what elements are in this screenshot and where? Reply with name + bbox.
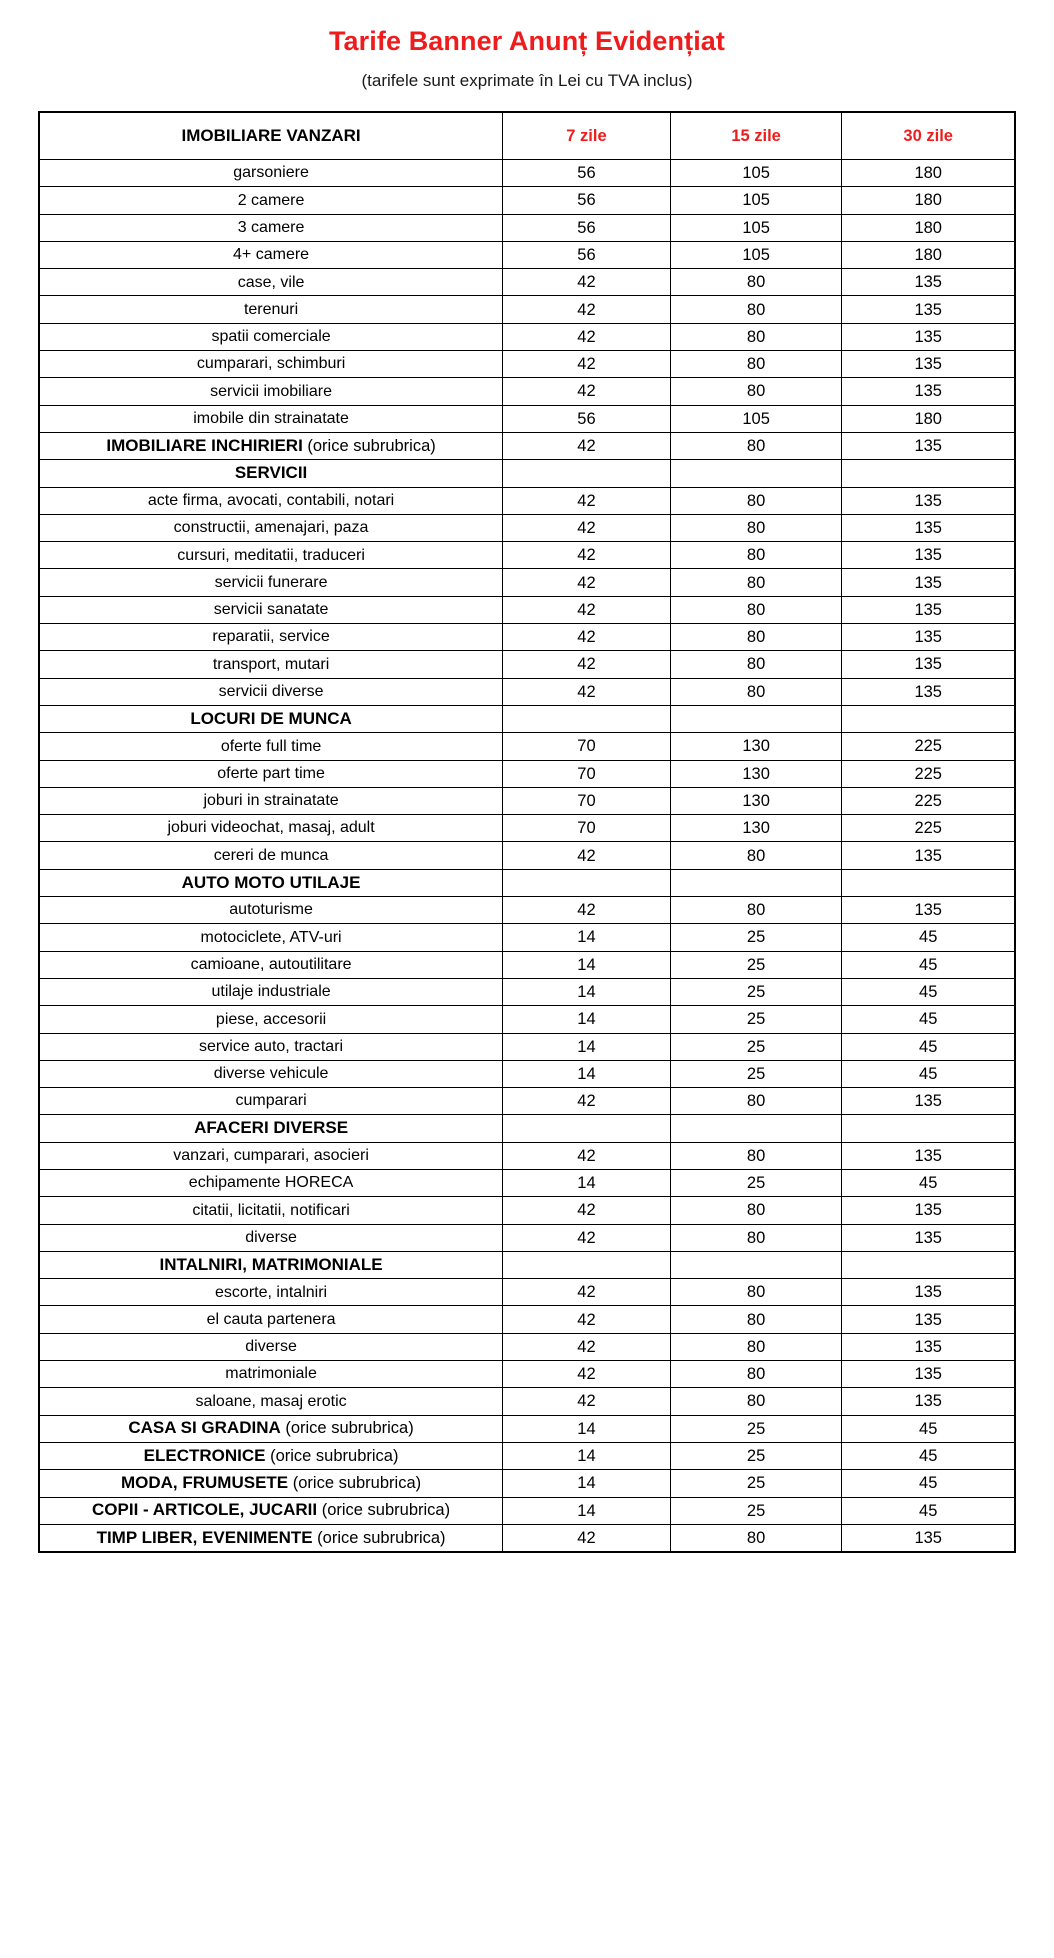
- row-price-15-zile: 80: [670, 678, 842, 705]
- row-price-15-zile: 80: [670, 514, 842, 541]
- table-row: [40, 1361, 1015, 1388]
- row-price-7-zile: 56: [503, 241, 671, 268]
- row-label: cursuri, meditatii, traduceri: [40, 542, 503, 569]
- table-row: [40, 1197, 1015, 1224]
- row-price-30-zile: 225: [842, 815, 1015, 842]
- table-row: [40, 296, 1015, 323]
- table-row: [40, 160, 1015, 187]
- row-price-7-zile: 42: [503, 487, 671, 514]
- row-price-7-zile: 42: [503, 1306, 671, 1333]
- row-label: servicii diverse: [40, 678, 503, 705]
- table-row: [40, 569, 1015, 596]
- row-price-30-zile: [842, 1251, 1015, 1278]
- row-label: MODA, FRUMUSETE (orice subrubrica): [40, 1470, 503, 1497]
- table-row: [40, 1142, 1015, 1169]
- row-price-7-zile: 56: [503, 187, 671, 214]
- table-row: [40, 951, 1015, 978]
- table-section-row: [40, 869, 1015, 896]
- row-price-30-zile: 135: [842, 514, 1015, 541]
- row-price-30-zile: 45: [842, 1033, 1015, 1060]
- row-price-15-zile: 25: [670, 1415, 842, 1442]
- row-price-7-zile: 14: [503, 1169, 671, 1196]
- row-price-30-zile: [842, 869, 1015, 896]
- row-price-7-zile: 42: [503, 569, 671, 596]
- row-price-15-zile: 25: [670, 1470, 842, 1497]
- row-price-30-zile: 45: [842, 1470, 1015, 1497]
- row-price-30-zile: 45: [842, 1415, 1015, 1442]
- row-price-15-zile: 80: [670, 1333, 842, 1360]
- row-price-15-zile: 80: [670, 1142, 842, 1169]
- row-label: echipamente HORECA: [40, 1169, 503, 1196]
- table-row: [40, 1169, 1015, 1196]
- row-price-30-zile: 45: [842, 978, 1015, 1005]
- row-price-7-zile: 14: [503, 1415, 671, 1442]
- table-row: [40, 978, 1015, 1005]
- table-row: [40, 624, 1015, 651]
- row-price-30-zile: 135: [842, 1524, 1015, 1551]
- table-row: [40, 187, 1015, 214]
- row-price-30-zile: 135: [842, 1224, 1015, 1251]
- row-price-15-zile: 130: [670, 815, 842, 842]
- row-price-7-zile: 42: [503, 842, 671, 869]
- row-price-7-zile: 14: [503, 951, 671, 978]
- row-label: LOCURI DE MUNCA: [40, 705, 503, 732]
- row-label: terenuri: [40, 296, 503, 323]
- table-row: [40, 815, 1015, 842]
- tariff-table-container: [38, 111, 1016, 1553]
- row-price-15-zile: 80: [670, 269, 842, 296]
- table-row: [40, 760, 1015, 787]
- row-price-7-zile: 42: [503, 432, 671, 459]
- row-label: CASA SI GRADINA (orice subrubrica): [40, 1415, 503, 1442]
- row-label: TIMP LIBER, EVENIMENTE (orice subrubrica): [40, 1524, 503, 1551]
- row-price-30-zile: 45: [842, 924, 1015, 951]
- row-price-7-zile: 42: [503, 351, 671, 378]
- table-row: [40, 1006, 1015, 1033]
- row-price-7-zile: 42: [503, 1279, 671, 1306]
- row-label: motociclete, ATV-uri: [40, 924, 503, 951]
- table-row: [40, 405, 1015, 432]
- row-price-30-zile: 135: [842, 487, 1015, 514]
- page-title: Tarife Banner Anunț Evidențiat: [328, 26, 726, 56]
- table-row: [40, 897, 1015, 924]
- row-price-15-zile: 80: [670, 1361, 842, 1388]
- row-price-15-zile: 80: [670, 351, 842, 378]
- row-label: servicii funerare: [40, 569, 503, 596]
- row-price-15-zile: [670, 869, 842, 896]
- row-price-15-zile: 25: [670, 951, 842, 978]
- price-list-page: [0, 26, 1054, 1553]
- table-section-row: [40, 460, 1015, 487]
- table-row: [40, 378, 1015, 405]
- table-section-row: [40, 1251, 1015, 1278]
- row-price-15-zile: [670, 460, 842, 487]
- row-label: diverse vehicule: [40, 1060, 503, 1087]
- table-row: [40, 1060, 1015, 1087]
- row-price-15-zile: 25: [670, 1006, 842, 1033]
- table-row: [40, 842, 1015, 869]
- row-price-15-zile: 25: [670, 924, 842, 951]
- row-price-15-zile: 80: [670, 432, 842, 459]
- row-price-15-zile: [670, 1115, 842, 1142]
- row-price-15-zile: 80: [670, 1088, 842, 1115]
- row-price-7-zile: 70: [503, 760, 671, 787]
- row-price-30-zile: [842, 705, 1015, 732]
- table-row: [40, 214, 1015, 241]
- row-price-30-zile: 135: [842, 596, 1015, 623]
- row-price-15-zile: 130: [670, 760, 842, 787]
- header-price-15-zile: 15 zile: [670, 113, 842, 160]
- row-label: INTALNIRI, MATRIMONIALE: [40, 1251, 503, 1278]
- row-price-30-zile: 135: [842, 1306, 1015, 1333]
- row-price-15-zile: 80: [670, 1279, 842, 1306]
- row-price-15-zile: 80: [670, 624, 842, 651]
- row-label: spatii comerciale: [40, 323, 503, 350]
- row-price-30-zile: 45: [842, 951, 1015, 978]
- table-section-row: [40, 1415, 1015, 1442]
- row-price-30-zile: 135: [842, 1142, 1015, 1169]
- table-row: [40, 1388, 1015, 1415]
- row-price-30-zile: 135: [842, 1197, 1015, 1224]
- row-price-15-zile: 80: [670, 842, 842, 869]
- row-price-7-zile: 42: [503, 1142, 671, 1169]
- row-price-15-zile: 25: [670, 1442, 842, 1469]
- row-label: transport, mutari: [40, 651, 503, 678]
- table-row: [40, 269, 1015, 296]
- row-price-7-zile: 42: [503, 897, 671, 924]
- row-price-30-zile: 180: [842, 241, 1015, 268]
- table-row: [40, 241, 1015, 268]
- row-price-30-zile: 135: [842, 1279, 1015, 1306]
- table-section-row: [40, 1470, 1015, 1497]
- row-label: diverse: [40, 1224, 503, 1251]
- row-price-15-zile: 80: [670, 1388, 842, 1415]
- row-price-7-zile: 70: [503, 815, 671, 842]
- row-price-7-zile: [503, 1251, 671, 1278]
- row-label: oferte full time: [40, 733, 503, 760]
- row-price-7-zile: 14: [503, 978, 671, 1005]
- row-price-30-zile: 135: [842, 624, 1015, 651]
- row-price-15-zile: 105: [670, 187, 842, 214]
- row-label: cumparari: [40, 1088, 503, 1115]
- row-price-7-zile: 14: [503, 924, 671, 951]
- table-row: [40, 596, 1015, 623]
- row-price-15-zile: 80: [670, 323, 842, 350]
- row-price-30-zile: 135: [842, 378, 1015, 405]
- row-price-30-zile: 225: [842, 733, 1015, 760]
- row-price-30-zile: 180: [842, 214, 1015, 241]
- header-price-30-zile: 30 zile: [842, 113, 1015, 160]
- row-price-30-zile: 135: [842, 1361, 1015, 1388]
- row-price-7-zile: 14: [503, 1497, 671, 1524]
- row-label: joburi videochat, masaj, adult: [40, 815, 503, 842]
- row-price-30-zile: 135: [842, 432, 1015, 459]
- row-price-30-zile: 135: [842, 678, 1015, 705]
- row-price-15-zile: 80: [670, 651, 842, 678]
- row-price-15-zile: 80: [670, 487, 842, 514]
- row-price-30-zile: 45: [842, 1060, 1015, 1087]
- row-price-30-zile: 135: [842, 296, 1015, 323]
- row-price-30-zile: 135: [842, 1088, 1015, 1115]
- row-price-15-zile: 25: [670, 978, 842, 1005]
- row-label: COPII - ARTICOLE, JUCARII (orice subrubrica): [40, 1497, 503, 1524]
- table-section-row: [40, 1115, 1015, 1142]
- row-price-15-zile: 25: [670, 1497, 842, 1524]
- row-label: cereri de munca: [40, 842, 503, 869]
- row-price-7-zile: 14: [503, 1033, 671, 1060]
- row-label: IMOBILIARE INCHIRIERI (orice subrubrica): [40, 432, 503, 459]
- page-subtitle: (tarifele sunt exprimate în Lei cu TVA inclus): [361, 71, 693, 90]
- row-price-30-zile: 45: [842, 1169, 1015, 1196]
- row-price-7-zile: 42: [503, 1388, 671, 1415]
- row-price-7-zile: 42: [503, 651, 671, 678]
- row-price-7-zile: 42: [503, 596, 671, 623]
- table-row: [40, 924, 1015, 951]
- row-label: piese, accesorii: [40, 1006, 503, 1033]
- row-label: servicii sanatate: [40, 596, 503, 623]
- row-price-7-zile: 14: [503, 1442, 671, 1469]
- row-price-15-zile: 80: [670, 569, 842, 596]
- row-price-30-zile: 180: [842, 160, 1015, 187]
- table-section-row: [40, 705, 1015, 732]
- row-price-7-zile: 42: [503, 1197, 671, 1224]
- row-price-15-zile: 80: [670, 542, 842, 569]
- row-price-7-zile: 42: [503, 514, 671, 541]
- row-label: joburi in strainatate: [40, 787, 503, 814]
- row-price-30-zile: 225: [842, 760, 1015, 787]
- row-price-7-zile: 42: [503, 378, 671, 405]
- row-label: citatii, licitatii, notificari: [40, 1197, 503, 1224]
- row-price-7-zile: 56: [503, 160, 671, 187]
- table-row: [40, 542, 1015, 569]
- row-price-30-zile: 45: [842, 1442, 1015, 1469]
- row-price-30-zile: 45: [842, 1497, 1015, 1524]
- row-price-30-zile: 45: [842, 1006, 1015, 1033]
- row-label: 2 camere: [40, 187, 503, 214]
- row-price-15-zile: 105: [670, 405, 842, 432]
- table-row: [40, 1033, 1015, 1060]
- header-category: IMOBILIARE VANZARI: [40, 113, 503, 160]
- row-price-7-zile: 42: [503, 1088, 671, 1115]
- row-label: escorte, intalniri: [40, 1279, 503, 1306]
- header-price-7-zile: 7 zile: [503, 113, 671, 160]
- row-price-7-zile: 42: [503, 269, 671, 296]
- row-price-15-zile: 25: [670, 1060, 842, 1087]
- table-row: [40, 1224, 1015, 1251]
- row-label: case, vile: [40, 269, 503, 296]
- row-label: el cauta partenera: [40, 1306, 503, 1333]
- row-price-7-zile: [503, 869, 671, 896]
- table-row: [40, 1088, 1015, 1115]
- row-label: acte firma, avocati, contabili, notari: [40, 487, 503, 514]
- row-price-7-zile: 42: [503, 678, 671, 705]
- row-price-7-zile: 42: [503, 624, 671, 651]
- table-row: [40, 651, 1015, 678]
- row-price-15-zile: 130: [670, 733, 842, 760]
- row-label: AUTO MOTO UTILAJE: [40, 869, 503, 896]
- row-price-30-zile: 135: [842, 897, 1015, 924]
- row-price-7-zile: [503, 1115, 671, 1142]
- row-label: SERVICII: [40, 460, 503, 487]
- tariff-table: [39, 112, 1015, 1552]
- table-section-row: [40, 1524, 1015, 1551]
- table-header-row: [40, 113, 1015, 160]
- row-price-7-zile: 70: [503, 733, 671, 760]
- row-label: utilaje industriale: [40, 978, 503, 1005]
- row-price-7-zile: 42: [503, 296, 671, 323]
- row-price-30-zile: 135: [842, 323, 1015, 350]
- row-price-30-zile: 135: [842, 1388, 1015, 1415]
- row-price-7-zile: 42: [503, 542, 671, 569]
- row-label: servicii imobiliare: [40, 378, 503, 405]
- row-label: cumparari, schimburi: [40, 351, 503, 378]
- row-price-30-zile: 180: [842, 187, 1015, 214]
- table-row: [40, 733, 1015, 760]
- row-price-7-zile: 42: [503, 323, 671, 350]
- row-price-15-zile: 105: [670, 241, 842, 268]
- row-price-30-zile: 180: [842, 405, 1015, 432]
- row-label: AFACERI DIVERSE: [40, 1115, 503, 1142]
- row-label: 3 camere: [40, 214, 503, 241]
- row-price-15-zile: 80: [670, 296, 842, 323]
- row-price-15-zile: 130: [670, 787, 842, 814]
- row-price-15-zile: [670, 1251, 842, 1278]
- table-row: [40, 1333, 1015, 1360]
- row-label: vanzari, cumparari, asocieri: [40, 1142, 503, 1169]
- row-price-7-zile: [503, 705, 671, 732]
- row-label: oferte part time: [40, 760, 503, 787]
- table-section-row: [40, 1497, 1015, 1524]
- table-row: [40, 351, 1015, 378]
- row-price-7-zile: 42: [503, 1224, 671, 1251]
- row-label: constructii, amenajari, paza: [40, 514, 503, 541]
- row-price-30-zile: 135: [842, 269, 1015, 296]
- row-price-7-zile: 14: [503, 1470, 671, 1497]
- row-price-15-zile: 80: [670, 1224, 842, 1251]
- row-price-30-zile: 135: [842, 542, 1015, 569]
- row-price-30-zile: 135: [842, 351, 1015, 378]
- table-row: [40, 323, 1015, 350]
- row-price-30-zile: 135: [842, 569, 1015, 596]
- row-label: imobile din strainatate: [40, 405, 503, 432]
- row-price-7-zile: 42: [503, 1361, 671, 1388]
- row-price-15-zile: 25: [670, 1169, 842, 1196]
- row-price-7-zile: 42: [503, 1333, 671, 1360]
- row-price-7-zile: [503, 460, 671, 487]
- row-label: reparatii, service: [40, 624, 503, 651]
- table-row: [40, 678, 1015, 705]
- row-price-15-zile: 80: [670, 1306, 842, 1333]
- row-price-15-zile: 105: [670, 214, 842, 241]
- row-price-30-zile: [842, 460, 1015, 487]
- row-label: garsoniere: [40, 160, 503, 187]
- table-section-row: [40, 432, 1015, 459]
- row-price-15-zile: [670, 705, 842, 732]
- row-price-15-zile: 25: [670, 1033, 842, 1060]
- row-price-15-zile: 80: [670, 897, 842, 924]
- row-label: ELECTRONICE (orice subrubrica): [40, 1442, 503, 1469]
- table-row: [40, 514, 1015, 541]
- row-price-7-zile: 14: [503, 1060, 671, 1087]
- row-price-7-zile: 56: [503, 214, 671, 241]
- row-price-15-zile: 80: [670, 596, 842, 623]
- row-label: 4+ camere: [40, 241, 503, 268]
- row-price-7-zile: 42: [503, 1524, 671, 1551]
- row-price-30-zile: 225: [842, 787, 1015, 814]
- row-price-15-zile: 105: [670, 160, 842, 187]
- row-label: matrimoniale: [40, 1361, 503, 1388]
- row-price-30-zile: [842, 1115, 1015, 1142]
- row-price-30-zile: 135: [842, 651, 1015, 678]
- table-row: [40, 1306, 1015, 1333]
- row-price-7-zile: 70: [503, 787, 671, 814]
- row-label: service auto, tractari: [40, 1033, 503, 1060]
- table-row: [40, 487, 1015, 514]
- row-label: camioane, autoutilitare: [40, 951, 503, 978]
- row-price-30-zile: 135: [842, 1333, 1015, 1360]
- row-price-15-zile: 80: [670, 1524, 842, 1551]
- row-label: autoturisme: [40, 897, 503, 924]
- table-row: [40, 1279, 1015, 1306]
- table-section-row: [40, 1442, 1015, 1469]
- row-price-30-zile: 135: [842, 842, 1015, 869]
- row-price-15-zile: 80: [670, 1197, 842, 1224]
- row-price-15-zile: 80: [670, 378, 842, 405]
- table-row: [40, 787, 1015, 814]
- row-label: diverse: [40, 1333, 503, 1360]
- row-price-7-zile: 14: [503, 1006, 671, 1033]
- row-label: saloane, masaj erotic: [40, 1388, 503, 1415]
- row-price-7-zile: 56: [503, 405, 671, 432]
